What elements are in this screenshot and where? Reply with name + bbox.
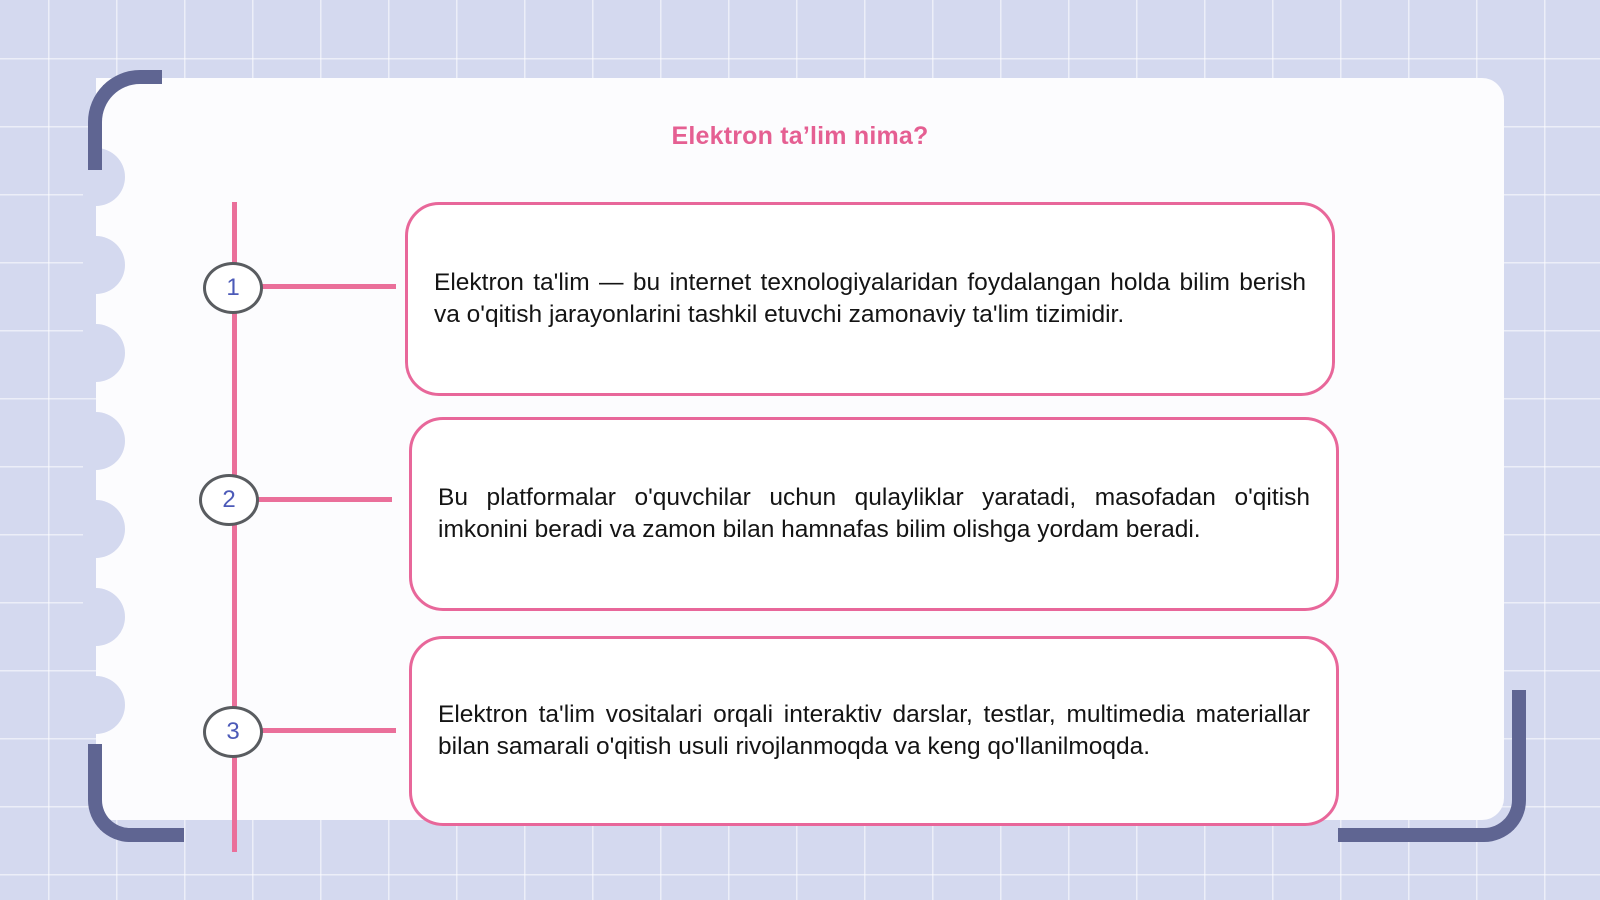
info-card-text: Elektron ta'lim vositalari orqali interaktiv darslar, testlar, multimedia materiallar bilan samarali o'qitish usuli rivojlanmoqda va keng qo'llanilmoqda. <box>438 701 1310 760</box>
corner-bracket-bottom-right <box>1338 690 1526 842</box>
corner-bracket-bottom-left <box>88 744 184 842</box>
info-card-1 <box>405 202 1335 396</box>
slide-title: Elektron ta’lim nima? <box>671 122 929 150</box>
timeline-connector-2 <box>258 497 392 502</box>
step-number-3: 3 <box>203 706 263 758</box>
info-card-3 <box>409 636 1339 826</box>
step-number-2: 2 <box>199 474 259 526</box>
timeline-connector-3 <box>262 728 396 733</box>
info-card-text: Elektron ta'lim — bu internet texnologiyalaridan foydalangan holda bilim berish va o'qitish jarayonlarini tashkil etuvchi zamonaviy ta'lim tizimidir. <box>434 269 1306 328</box>
info-card-text: Bu platformalar o'quvchilar uchun qulayliklar yaratadi, masofadan o'qitish imkonini beradi va zamon bilan hamnafas bilim olishga yordam beradi. <box>438 484 1310 543</box>
info-card-2 <box>409 417 1339 611</box>
step-number-1: 1 <box>203 262 263 314</box>
timeline-connector-1 <box>262 284 396 289</box>
